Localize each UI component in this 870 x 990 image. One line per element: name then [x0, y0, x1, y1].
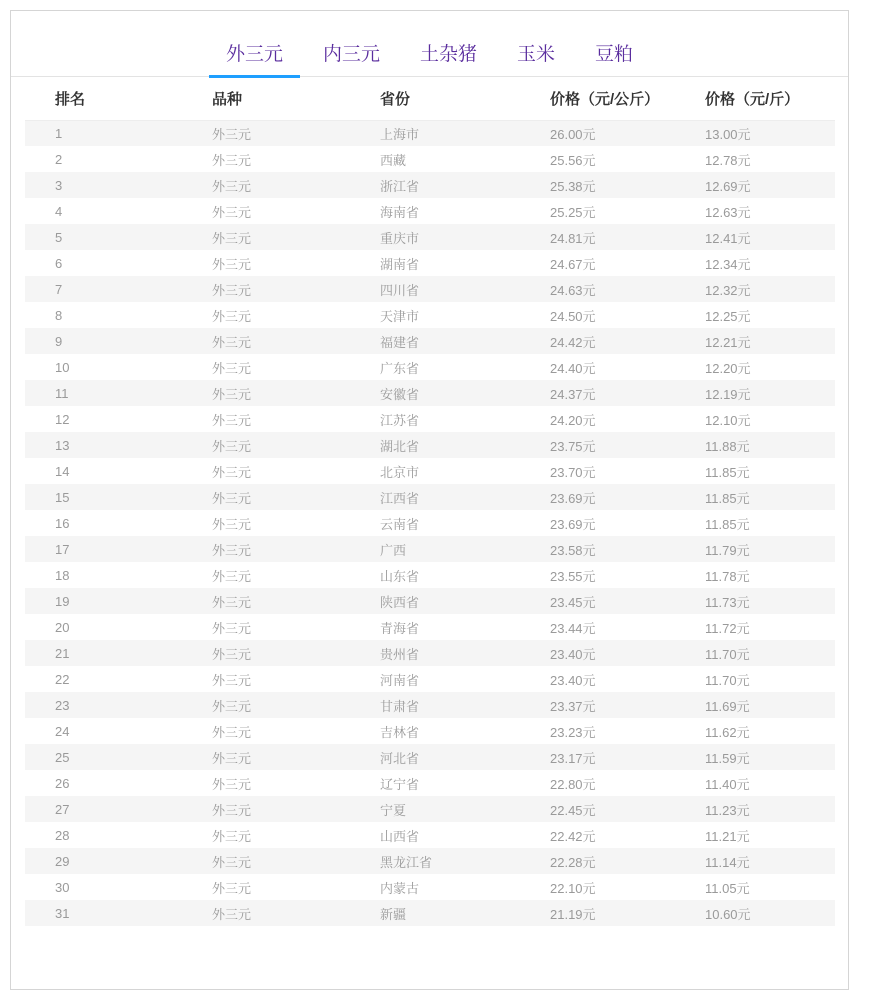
cell-province: 上海市 — [380, 126, 420, 142]
table-row-13 — [25, 432, 835, 458]
cell-province: 新疆 — [380, 906, 407, 922]
cell-price-kg: 24.37元 — [550, 386, 596, 402]
cell-price-jin: 11.14元 — [705, 854, 750, 870]
cell-price-jin: 11.78元 — [705, 568, 750, 584]
cell-rank: 8 — [55, 307, 63, 323]
cell-breed: 外三元 — [212, 152, 252, 168]
table-row-2 — [25, 146, 835, 172]
cell-province: 海南省 — [380, 204, 420, 220]
cell-rank: 19 — [55, 593, 70, 609]
table-row-9 — [25, 328, 835, 354]
cell-province: 吉林省 — [380, 724, 420, 740]
table-row-4 — [25, 198, 835, 224]
table-row-5 — [25, 224, 835, 250]
cell-breed: 外三元 — [212, 594, 252, 610]
cell-rank: 4 — [55, 203, 63, 219]
cell-breed: 外三元 — [212, 698, 252, 714]
cell-price-jin: 11.05元 — [705, 880, 750, 896]
table-row-19 — [25, 588, 835, 614]
cell-rank: 24 — [55, 723, 70, 739]
cell-rank: 15 — [55, 489, 70, 505]
tab-item-4[interactable] — [500, 31, 572, 76]
cell-rank: 14 — [55, 463, 70, 479]
tab-label: 外三元 — [225, 44, 283, 65]
cell-price-kg: 24.81元 — [550, 230, 596, 246]
cell-breed: 外三元 — [212, 386, 252, 402]
cell-price-kg: 25.25元 — [550, 204, 596, 220]
cell-province: 江西省 — [380, 490, 420, 506]
tab-item-3[interactable] — [403, 31, 494, 76]
cell-rank: 11 — [55, 385, 69, 401]
cell-price-kg: 24.50元 — [550, 308, 596, 324]
cell-breed: 外三元 — [212, 516, 252, 532]
cell-price-jin: 11.59元 — [705, 750, 750, 766]
cell-province: 湖南省 — [380, 256, 420, 272]
cell-rank: 9 — [55, 333, 63, 349]
cell-price-jin: 11.85元 — [705, 516, 750, 532]
cell-price-jin: 11.79元 — [705, 542, 750, 558]
column-header-1: 排名 — [25, 77, 182, 120]
cell-price-kg: 23.75元 — [550, 438, 596, 454]
cell-rank: 12 — [55, 411, 70, 427]
cell-price-jin: 12.19元 — [705, 386, 751, 402]
cell-province: 青海省 — [380, 620, 420, 636]
tab-label: 玉米 — [517, 44, 556, 65]
cell-province: 天津市 — [380, 308, 420, 324]
cell-price-jin: 11.21元 — [705, 828, 750, 844]
cell-rank: 5 — [55, 229, 63, 245]
cell-breed: 外三元 — [212, 282, 252, 298]
cell-price-jin: 11.88元 — [705, 438, 750, 454]
cell-breed: 外三元 — [212, 802, 252, 818]
table-header-row — [25, 77, 835, 120]
cell-price-kg: 21.19元 — [550, 906, 596, 922]
cell-breed: 外三元 — [212, 568, 252, 584]
table-body — [25, 120, 835, 926]
cell-price-kg: 24.63元 — [550, 282, 596, 298]
price-table-card — [10, 10, 849, 990]
cell-price-kg: 24.42元 — [550, 334, 596, 350]
table-row-17 — [25, 536, 835, 562]
cell-price-jin: 11.62元 — [705, 724, 750, 740]
cell-rank: 10 — [55, 359, 70, 375]
cell-price-jin: 13.00元 — [705, 126, 751, 142]
cell-price-kg: 23.70元 — [550, 464, 596, 480]
column-header-3: 省份 — [350, 77, 520, 120]
cell-rank: 17 — [55, 541, 70, 557]
cell-rank: 7 — [55, 281, 63, 297]
cell-breed: 外三元 — [212, 854, 252, 870]
table-row-23 — [25, 692, 835, 718]
cell-price-jin: 11.23元 — [705, 802, 750, 818]
cell-breed: 外三元 — [212, 308, 252, 324]
cell-province: 辽宁省 — [380, 776, 420, 792]
cell-price-kg: 22.80元 — [550, 776, 596, 792]
table-row-7 — [25, 276, 835, 302]
price-table — [25, 77, 835, 926]
cell-price-kg: 23.44元 — [550, 620, 596, 636]
tab-item-5[interactable] — [578, 31, 650, 76]
cell-rank: 25 — [55, 749, 70, 765]
cell-breed: 外三元 — [212, 542, 252, 558]
table-row-18 — [25, 562, 835, 588]
cell-price-jin: 12.32元 — [705, 282, 751, 298]
column-header-4: 价格（元/公斤） — [520, 77, 675, 120]
cell-price-jin: 11.70元 — [705, 646, 750, 662]
table-row-14 — [25, 458, 835, 484]
cell-breed: 外三元 — [212, 620, 252, 636]
table-row-1 — [25, 120, 835, 146]
cell-price-jin: 12.41元 — [705, 230, 751, 246]
cell-breed: 外三元 — [212, 360, 252, 376]
cell-price-jin: 12.10元 — [705, 412, 751, 428]
cell-price-kg: 23.69元 — [550, 516, 596, 532]
cell-price-jin: 12.20元 — [705, 360, 751, 376]
cell-province: 河南省 — [380, 672, 420, 688]
table-row-10 — [25, 354, 835, 380]
cell-price-jin: 11.70元 — [705, 672, 750, 688]
cell-province: 甘肃省 — [380, 698, 420, 714]
cell-rank: 29 — [55, 853, 70, 869]
cell-breed: 外三元 — [212, 750, 252, 766]
column-header-5: 价格（元/斤） — [675, 77, 835, 120]
cell-breed: 外三元 — [212, 438, 252, 454]
cell-price-jin: 10.60元 — [705, 906, 751, 922]
cell-price-jin: 12.25元 — [705, 308, 751, 324]
cell-rank: 30 — [55, 879, 70, 895]
cell-rank: 1 — [55, 125, 63, 141]
cell-rank: 20 — [55, 619, 70, 635]
cell-province: 云南省 — [380, 516, 420, 532]
tab-label: 豆粕 — [595, 44, 634, 65]
table-row-3 — [25, 172, 835, 198]
cell-province: 重庆市 — [380, 230, 420, 246]
cell-breed: 外三元 — [212, 828, 252, 844]
tab-item-1[interactable] — [209, 31, 300, 76]
table-row-21 — [25, 640, 835, 666]
cell-rank: 26 — [55, 775, 70, 791]
cell-rank: 23 — [55, 697, 70, 713]
cell-price-kg: 24.40元 — [550, 360, 596, 376]
table-row-24 — [25, 718, 835, 744]
cell-rank: 6 — [55, 255, 63, 271]
cell-price-kg: 23.40元 — [550, 672, 596, 688]
cell-price-kg: 22.42元 — [550, 828, 596, 844]
cell-price-kg: 23.69元 — [550, 490, 596, 506]
cell-breed: 外三元 — [212, 880, 252, 896]
cell-province: 黑龙江省 — [380, 854, 433, 870]
tab-label: 内三元 — [322, 44, 380, 65]
column-header-2: 品种 — [182, 77, 350, 120]
cell-province: 广西 — [380, 542, 407, 558]
cell-province: 宁夏 — [380, 802, 407, 818]
cell-breed: 外三元 — [212, 126, 252, 142]
cell-rank: 2 — [55, 151, 63, 167]
cell-province: 内蒙古 — [380, 880, 420, 896]
cell-province: 浙江省 — [380, 178, 420, 194]
cell-price-jin: 12.63元 — [705, 204, 751, 220]
cell-rank: 28 — [55, 827, 70, 843]
cell-breed: 外三元 — [212, 776, 252, 792]
cell-rank: 31 — [55, 905, 70, 921]
cell-price-jin: 11.69元 — [705, 698, 750, 714]
tab-label: 土杂猪 — [419, 44, 477, 65]
cell-price-kg: 25.56元 — [550, 152, 596, 168]
cell-province: 山西省 — [380, 828, 420, 844]
cell-breed: 外三元 — [212, 256, 252, 272]
cell-price-kg: 26.00元 — [550, 126, 596, 142]
cell-price-kg: 23.55元 — [550, 568, 596, 584]
cell-price-jin: 12.21元 — [705, 334, 751, 350]
cell-breed: 外三元 — [212, 646, 252, 662]
cell-rank: 3 — [55, 177, 63, 193]
cell-rank: 18 — [55, 567, 70, 583]
table-row-26 — [25, 770, 835, 796]
cell-price-kg: 22.28元 — [550, 854, 596, 870]
table-row-15 — [25, 484, 835, 510]
cell-price-kg: 24.20元 — [550, 412, 596, 428]
cell-province: 贵州省 — [380, 646, 420, 662]
cell-rank: 27 — [55, 801, 70, 817]
cell-price-jin: 12.69元 — [705, 178, 751, 194]
table-row-30 — [25, 874, 835, 900]
cell-price-kg: 23.58元 — [550, 542, 596, 558]
table-row-12 — [25, 406, 835, 432]
cell-province: 山东省 — [380, 568, 420, 584]
cell-breed: 外三元 — [212, 334, 252, 350]
cell-price-kg: 23.23元 — [550, 724, 596, 740]
cell-price-jin: 11.73元 — [705, 594, 750, 610]
cell-province: 湖北省 — [380, 438, 420, 454]
cell-price-kg: 22.45元 — [550, 802, 596, 818]
cell-province: 河北省 — [380, 750, 420, 766]
cell-price-jin: 11.40元 — [705, 776, 750, 792]
table-row-31 — [25, 900, 835, 926]
cell-breed: 外三元 — [212, 412, 252, 428]
cell-price-kg: 23.45元 — [550, 594, 596, 610]
table-row-28 — [25, 822, 835, 848]
cell-price-jin: 12.34元 — [705, 256, 751, 272]
cell-province: 北京市 — [380, 464, 420, 480]
cell-breed: 外三元 — [212, 906, 252, 922]
cell-price-kg: 22.10元 — [550, 880, 596, 896]
table-row-16 — [25, 510, 835, 536]
table-row-8 — [25, 302, 835, 328]
cell-province: 广东省 — [380, 360, 420, 376]
cell-breed: 外三元 — [212, 490, 252, 506]
table-row-11 — [25, 380, 835, 406]
cell-price-jin: 11.72元 — [705, 620, 750, 636]
cell-breed: 外三元 — [212, 204, 252, 220]
cell-province: 福建省 — [380, 334, 420, 350]
cell-price-kg: 23.37元 — [550, 698, 596, 714]
table-row-29 — [25, 848, 835, 874]
cell-breed: 外三元 — [212, 178, 252, 194]
table-row-20 — [25, 614, 835, 640]
cell-rank: 16 — [55, 515, 70, 531]
cell-breed: 外三元 — [212, 672, 252, 688]
table-row-22 — [25, 666, 835, 692]
cell-price-kg: 24.67元 — [550, 256, 596, 272]
tab-item-2[interactable] — [306, 31, 397, 76]
cell-price-jin: 11.85元 — [705, 464, 750, 480]
table-row-27 — [25, 796, 835, 822]
cell-rank: 13 — [55, 437, 70, 453]
cell-province: 四川省 — [380, 282, 420, 298]
cell-province: 安徽省 — [380, 386, 420, 402]
cell-province: 西藏 — [380, 152, 407, 168]
cell-breed: 外三元 — [212, 230, 252, 246]
cell-rank: 22 — [55, 671, 70, 687]
cell-breed: 外三元 — [212, 464, 252, 480]
table-row-25 — [25, 744, 835, 770]
cell-breed: 外三元 — [212, 724, 252, 740]
cell-price-jin: 11.85元 — [705, 490, 750, 506]
cell-province: 江苏省 — [380, 412, 420, 428]
cell-rank: 21 — [55, 645, 70, 661]
cell-price-jin: 12.78元 — [705, 152, 751, 168]
cell-province: 陕西省 — [380, 594, 420, 610]
cell-price-kg: 23.40元 — [550, 646, 596, 662]
cell-price-kg: 23.17元 — [550, 750, 596, 766]
tab-bar — [11, 11, 848, 77]
cell-price-kg: 25.38元 — [550, 178, 596, 194]
table-row-6 — [25, 250, 835, 276]
